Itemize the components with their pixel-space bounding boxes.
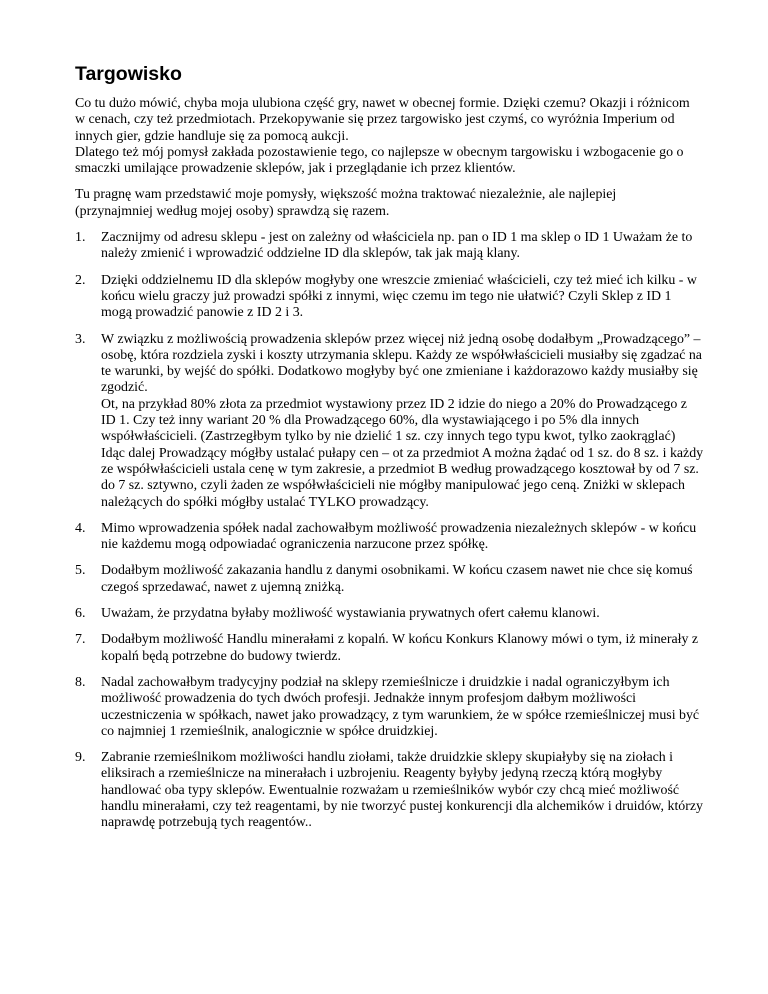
list-item-text: Nadal zachowałbym tradycyjny podział na sklepy rzemieślnicze i druidzkie i nadal ograniczyłbym ich możliwość prowadzenia do tych dwóch profesji. Jednakże innym profesjom dałbym możliwości uczestniczenia w spółkach, nawet jako prowadzący, z tym warunkiem, że w spółce rzemieślniczej musi być co najmniej 1 rzemieślnik, analogicznie w spółce druidzkiej. [101,674,700,739]
list-item [75,750,705,831]
intro-paragraph-2: Tu pragnę wam przedstawić moje pomysły, większość można traktować niezależnie, ale najlepiej (przynajmniej według mojej osoby) sprawdzą się razem. [75,187,617,219]
list-item-text: Dzięki oddzielnemu ID dla sklepów mogłyby one wreszcie zmieniać właścicieli, czy też mieć ich kilku - w końcu wielu graczy już prowadzi spółki z innymi, więc czemu im tego nie ułatwić? Czyli Sklep z ID 1 mogą prowadzić panowie z ID 2 i 3. [101,272,697,321]
list-item-number: 8. [75,674,86,690]
list-item-text: Zacznijmy od adresu sklepu - jest on zależny od właściciela np. pan o ID 1 ma sklep o ID 1 Uważam że to należy zmienić i wprowadzić oddzielne ID dla sklepów, tak jak mają klany. [101,230,693,262]
list-item [75,563,705,596]
list-item-text: Dodałbym możliwość zakazania handlu z danymi osobnikami. W końcu czasem nawet nie chce się komuś czegoś sprzedawać, nawet z ujemną zniżką. [101,563,693,595]
list-item [75,273,705,322]
list-item-number: 5. [75,563,86,579]
document-page [75,62,704,842]
list-item-number: 3. [75,331,86,347]
list-item-number: 2. [75,272,86,288]
list-item-number: 6. [75,606,86,622]
list-item-text: W związku z możliwością prowadzenia sklepów przez więcej niż jedną osobę dodałbym „Prowadzącego” – osobę, która rozdziela zyski i koszty utrzymania sklepu. Każdy ze współwłaścicieli musiałby się zgadzać na te warunki, by wejść do spółki. Dodatkowo mogłyby być one zmieniane i każdorazowo każdy musiałby się zgodzić. Ot, na przykład 80% złota za przedmiot wystawiony przez ID 2 idzie do niego a 20% do Prowadzącego z ID 1. Czy też inny wariant 20 % dla Prowadzącego 60%, dla wystawiającego i po 5% dla innych współwłaścicieli. (Zastrzegłbym tylko by nie dzielić 1 sz. czy innych tego typu kwot, tylko zaokrąglać) Idąc dalej Prowadzący mógłby ustalać pułapy cen – ot za przedmiot A można żądać od 1 sz. do 8 sz. i każdy ze współwłaścicieli ustala cenę w tym zakresie, a przedmiot B według prowadzącego kosztował by od 7 sz. do 7 sz. sztywno, czyli żaden ze współwłaścicieli nie mógłby manipulować jego ceną. Zniżki w sklepach należących do spółki mógłby ustalać TYLKO prowadzący. [101,331,704,510]
list-item [75,632,705,665]
proposal-list [75,230,704,832]
list-item [75,675,705,740]
list-item-number: 4. [75,520,86,536]
list-item-number: 7. [75,632,86,648]
list-item-text: Uważam, że przydatna byłaby możliwość wystawiania prywatnych ofert całemu klanowi. [101,606,600,622]
list-item-text: Mimo wprowadzenia spółek nadal zachowałbym możliwość prowadzenia niezależnych sklepów - w końcu nie każdemu mogą odpowiadać ograniczenia narzucone przez spółkę. [101,520,697,553]
list-item-number: 1. [75,230,86,246]
list-item [75,606,705,622]
intro-paragraph-1: Co tu dużo mówić, chyba moja ulubiona część gry, nawet w obecnej formie. Dzięki czemu? Okazji i różnicom w cenach, czy też przedmiotach. Przekopywanie się przez targowisko jest czymś, co wyróżnia Imperium od innych gier, gdzie handluje się za pomocą aukcji. Dlatego też mój pomysł zakłada pozostawienie tego, co najlepsze w obecnym targowisku i wzbogacenie go o smaczki umilające prowadzenie sklepów, jak i przeglądanie ich przez klientów. [75,96,690,177]
list-item [75,521,705,554]
list-item [75,332,705,511]
document-title: Targowisko [75,63,182,85]
list-item-text: Zabranie rzemieślnikom możliwości handlu ziołami, także druidzkie sklepy skupiałyby się na ziołach i eliksirach a rzemieślnicze na minerałach i uzbrojeniu. Reagenty byłyby jedyną rzeczą którą mogłyby handlować oba typy sklepów. Ewentualnie rozważam u rzemieślników wybór czy chcą mieć możliwość handlu minerałami, czy też reagentami, by nie tworzyć pustej konkurencji dla alchemików i druidów, którzy naprawdę potrzebują tych reagentów.. [101,750,703,831]
list-item-number: 9. [75,750,86,766]
list-item-text: Dodałbym możliwość Handlu minerałami z kopalń. W końcu Konkurs Klanowy mówi o tym, iż minerały z kopalń będą potrzebne do budowy twierdz. [101,632,699,664]
list-item [75,230,705,263]
